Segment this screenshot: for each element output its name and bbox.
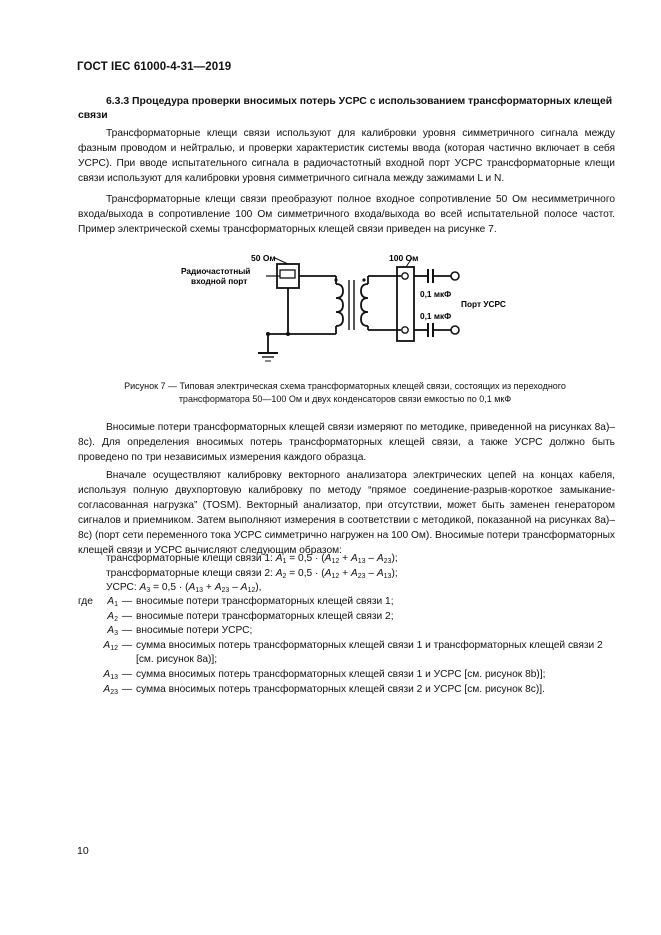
paragraph-1: Трансформаторные клещи связи используют для калибровки уровня симметричного сигнала между фазным проводом и нейтралью, и проверки характеристик системы ввода (которая частично включает в себя УСРС). При вводе испытательного сигнала в радиочастотный входной порт УСРС трансформаторные клещи связи используют для калибровки уровня симметричного сигнала между зажимами L и N. (78, 128, 615, 184)
terminal-N (451, 326, 459, 334)
eq1-lhs: A (275, 553, 283, 564)
eq1-t3: A (376, 553, 384, 564)
def-text: вносимые потери УСРС; (136, 625, 253, 637)
rf-connector-socket (280, 270, 295, 278)
eq3-t3-sub: 12 (247, 587, 256, 595)
paragraph-3: Вносимые потери трансформаторных клещей связи измеряют по методике, приведенной на рисунках 8a)–8c). Для определения вносимых потерь трансформаторных клещей связи, а также УСРС должно быть проведено по три независимых измерения каждого образца. (78, 422, 615, 463)
definitions-list (78, 595, 615, 697)
def-dash: — (121, 596, 133, 607)
def-symbol: A (103, 683, 111, 695)
equation-2 (78, 567, 615, 582)
eq3-op1: + (205, 582, 212, 594)
def-dash: — (121, 683, 133, 695)
def-symbol: A (107, 596, 115, 607)
label-50-ohm: 50 Ом (251, 253, 276, 263)
caption-line-2: трансформатора 50—100 Ом и двух конденсаторов связи емкостью по 0,1 мкФ (178, 394, 512, 404)
label-100-ohm: 100 Ом (389, 253, 419, 263)
def-symbol: A (107, 610, 115, 622)
eq2-op1: + (342, 567, 349, 579)
eq1-t1: A (324, 553, 332, 564)
def-text: сумма вносимых потерь трансформаторных клещей связи 1 и УСРС [см. рисунок 8b)]; (136, 668, 546, 680)
def-dash: — (121, 639, 133, 651)
eq1-op1: + (342, 553, 349, 564)
polarity-dot-primary (334, 278, 337, 281)
eq2-end: ); (391, 567, 398, 579)
eq2-t1: A (324, 567, 332, 579)
definition-item (78, 683, 615, 698)
def-symbol-sub: 3 (114, 630, 118, 638)
section-heading (78, 95, 615, 123)
polarity-dot-secondary (362, 278, 365, 281)
definition-item (78, 624, 615, 639)
paragraph-2: Трансформаторные клещи связи преобразуют полное входное сопротивление 50 Ом несимметричного входа/выхода в сопротивление 100 Ом симметричного входа/выхода во всей испытательной полосе частот. Пример электрической схемы трансформаторных клещей связи приведен на рисунке 7. (78, 194, 615, 235)
eq2-t3-sub: 13 (383, 572, 392, 580)
def-symbol-sub: 1 (114, 601, 118, 608)
def-symbol-sub: 23 (110, 688, 118, 696)
equations (78, 552, 615, 596)
primary-winding (336, 284, 343, 326)
def-symbol-sub: 2 (114, 615, 118, 623)
paragraph-4: Вначале осуществляют калибровку векторного анализатора электрических цепей на концах кабеля, используя полную двухпортовую калибровку по методу “прямое соединение-разрыв-короткое замыкание-согласованная нагрузка” (TOSM). Векторный анализатор, при отсутствии, может быть заменен генератором сигналов и приемником. Затем выполняют измерения в соответствии с методикой, показанной на рисунках 8a)–8c) (порт сети переменного тока УСРС симметрично нагружен на 100 Ом). Вносимые потери трансформаторных клещей связи и УСРС вычисляют следующим образом: (78, 470, 615, 556)
eq2-prefix: = 0,5 · ( (289, 567, 325, 579)
def-dash: — (121, 668, 133, 680)
eq1-t3-sub: 23 (383, 558, 392, 565)
document-header: ГОСТ IEC 61000-4-31—2019 (77, 61, 232, 73)
eq2-lhs: A (275, 567, 283, 579)
label-capacitor-2: 0,1 мкФ (420, 311, 452, 321)
def-symbol: A (103, 668, 111, 680)
eq3-lhs-sub: 3 (146, 587, 151, 595)
eq3-end: ), (255, 582, 262, 594)
eq2-lhs-sub: 2 (282, 572, 287, 580)
eq1-label: трансформаторные клещи связи 1: (106, 553, 273, 564)
equation-3 (78, 581, 615, 596)
eq2-t1-sub: 12 (331, 572, 340, 580)
eq3-lhs: A (139, 582, 147, 594)
def-symbol-sub: 13 (110, 673, 118, 681)
label-rf-port-line1: Радиочастотный (181, 266, 251, 276)
def-dash: — (121, 625, 133, 637)
circuit-diagram (176, 250, 506, 365)
def-dash: — (121, 610, 133, 622)
page-number: 10 (77, 845, 89, 857)
def-text: вносимые потери трансформаторных клещей связи 2; (136, 610, 394, 622)
figure-caption (90, 380, 600, 406)
eq1-end: ); (391, 553, 398, 564)
secondary-winding (361, 284, 368, 326)
def-text: вносимые потери трансформаторных клещей связи 1; (136, 596, 394, 607)
definition-item (78, 639, 615, 668)
def-symbol-sub: 12 (110, 644, 118, 652)
label-ucrs-port: Порт УСРС (461, 299, 506, 309)
eq1-op2: – (368, 553, 375, 564)
eq3-op2: – (232, 582, 238, 594)
def-symbol: A (107, 625, 115, 637)
eq2-t2: A (350, 567, 358, 579)
eq1-t2-sub: 13 (357, 558, 366, 565)
equation-1 (78, 552, 615, 567)
eq3-prefix: = 0,5 · ( (153, 582, 189, 594)
label-rf-port-line2: входной порт (191, 276, 248, 286)
eq1-t2: A (350, 553, 358, 564)
label-capacitor-1: 0,1 мкФ (420, 289, 452, 299)
eq3-label: УСРС: (106, 582, 137, 594)
definition-item (78, 668, 615, 683)
eq2-label: трансформаторные клещи связи 2: (106, 567, 273, 579)
section-title: Процедура проверки вносимых потерь УСРС с использованием трансформаторных клещей связи (78, 96, 613, 121)
eq2-t3: A (376, 567, 384, 579)
caption-line-1: Рисунок 7 — Типовая электрическая схема трансформаторных клещей связи, состоящих из переходного (124, 381, 566, 391)
eq1-t1-sub: 12 (331, 558, 340, 565)
eq3-t1-sub: 13 (195, 587, 204, 595)
def-text: сумма вносимых потерь трансформаторных клещей связи 2 и УСРС [см. рисунок 8c)]. (136, 683, 545, 695)
eq1-prefix: = 0,5 · ( (289, 553, 325, 564)
eq3-t2-sub: 23 (221, 587, 230, 595)
eq3-t3: A (240, 582, 248, 594)
def-text: сумма вносимых потерь трансформаторных клещей связи 1 и трансформаторных клещей связи 2 [см. рисунок 8a)]; (136, 639, 603, 666)
figure-7-circuit (176, 250, 506, 365)
eq1-lhs-sub: 1 (282, 558, 287, 565)
definition-item (78, 610, 615, 625)
section-number: 6.3.3 (106, 96, 130, 107)
eq2-op2: – (368, 567, 375, 579)
eq2-t2-sub: 23 (357, 572, 366, 580)
eq3-t1: A (188, 582, 196, 594)
definition-item (78, 595, 615, 610)
def-symbol: A (103, 639, 111, 651)
terminal-L (451, 272, 459, 280)
definitions-lead: где (78, 596, 93, 607)
eq3-t2: A (214, 582, 222, 594)
